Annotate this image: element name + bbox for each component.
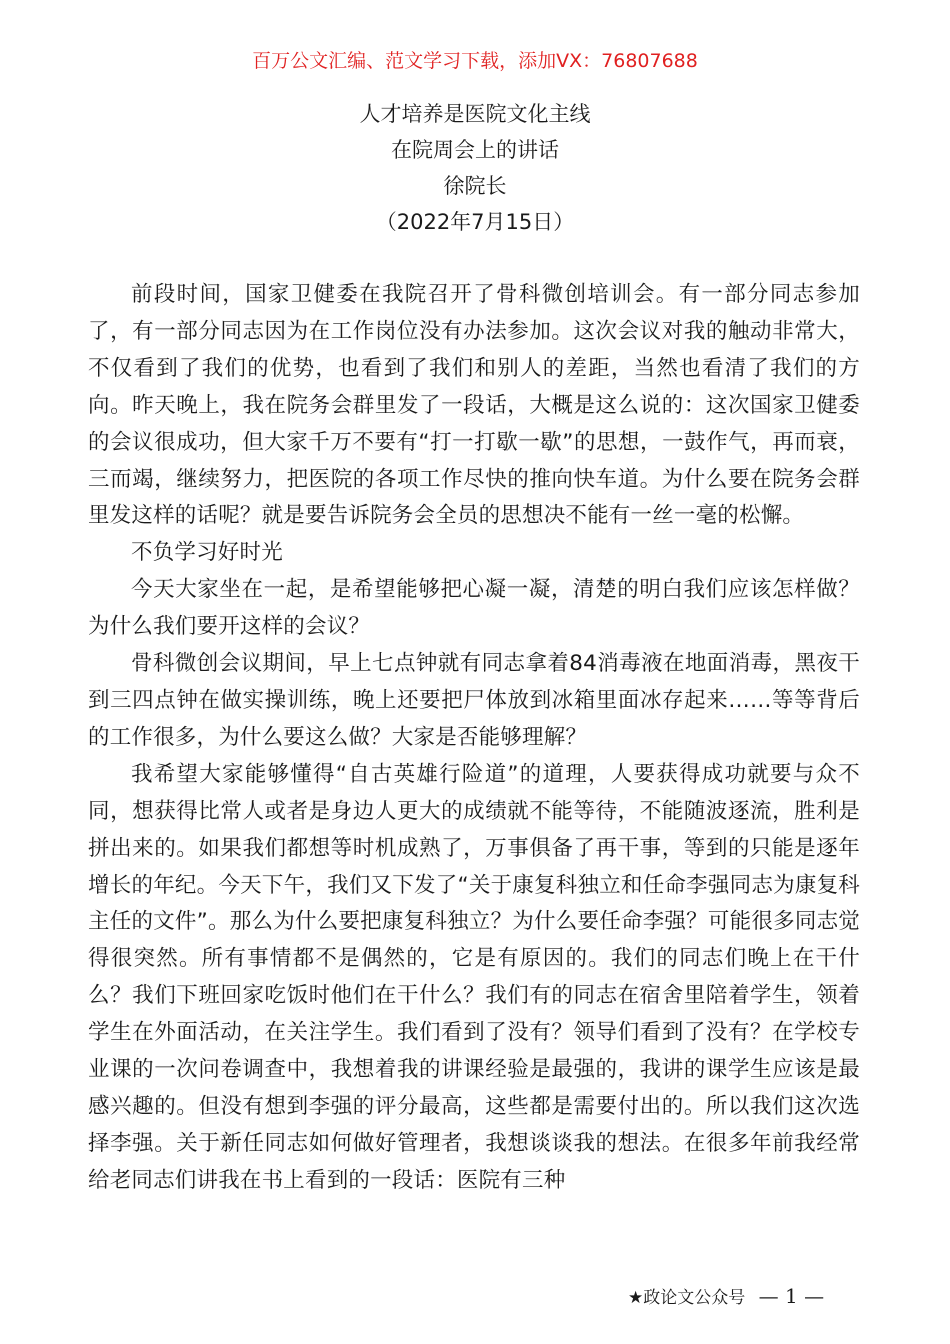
speech-date: （2022年7月15日） — [375, 210, 575, 234]
document-title: 人才培养是医院文化主线 — [359, 102, 591, 126]
watermark-banner: 百万公文汇编、范文学习下载，添加VX：76807688 — [252, 50, 698, 72]
body-paragraph: 我希望大家能够懂得“自古英雄行险道”的道理，人要获得成功就要与众不同，想获得比常人或者是身边人更大的成绩就不能等待，不能随波逐流，胜利是拼出来的。如果我们都想等时机成熟了，万事俱备了再干事，等到的只能是逐年增长的年纪。今天下午，我们又下发了“关于康复科独立和任命李强同志为康复科主任的文件”。那么为什么要把康复科独立？为什么要任命李强？可能很多同志觉得很突然。所有事情都不是偶然的，它是有原因的。我们的同志们晚上在干什么？我们下班回家吃饭时他们在干什么？我们有的同志在宿舍里陪着学生，领着学生在外面活动，在关注学生。我们看到了没有？领导们看到了没有？在学校专业课的一次问卷调查中，我想着我的讲课经验是最强的，我讲的课学生应该是最感兴趣的。但没有想到李强的评分最高，这些都是需要付出的。所以我们这次选择李强。关于新任同志如何做好管理者，我想谈谈我的想法。在很多年前我经常给老同志们讲我在书上看到的一段话：医院有三种 — [88, 761, 860, 1193]
page-footer — [628, 1283, 824, 1308]
document-body — [88, 277, 860, 1200]
footer-source: ★政论文公众号 — [628, 1288, 746, 1308]
speaker-name: 徐院长 — [443, 174, 507, 198]
body-paragraph: 今天大家坐在一起，是希望能够把心凝一凝，清楚的明白我们应该怎样做？为什么我们要开这样的会议？ — [88, 577, 860, 640]
page-number: — 1 — — [758, 1284, 825, 1308]
document-title-block — [0, 96, 950, 240]
section-heading: 不负学习好时光 — [131, 540, 283, 566]
body-paragraph: 前段时间，国家卫健委在我院召开了骨科微创培训会。有一部分同志参加了，有一部分同志因为在工作岗位没有办法参加。这次会议对我的触动非常大，不仅看到了我们的优势，也看到了我们和别人的差距，当然也看清了我们的方向。昨天晚上，我在院务会群里发了一段话，大概是这么说的：这次国家卫健委的会议很成功，但大家千万不要有“打一打歇一歇”的思想，一鼓作气，再而衰，三而竭，继续努力，把医院的各项工作尽快的推向快车道。为什么要在院务会群里发这样的话呢？就是要告诉院务会全员的思想决不能有一丝一毫的松懈。 — [88, 282, 860, 529]
document-subtitle: 在院周会上的讲话 — [391, 138, 559, 162]
body-paragraph: 骨科微创会议期间，早上七点钟就有同志拿着84消毒液在地面消毒，黑夜干到三四点钟在做实操训练，晚上还要把尸体放到冰箱里面冰存起来……等等背后的工作很多，为什么要这么做？大家是否能够理解？ — [88, 651, 860, 750]
